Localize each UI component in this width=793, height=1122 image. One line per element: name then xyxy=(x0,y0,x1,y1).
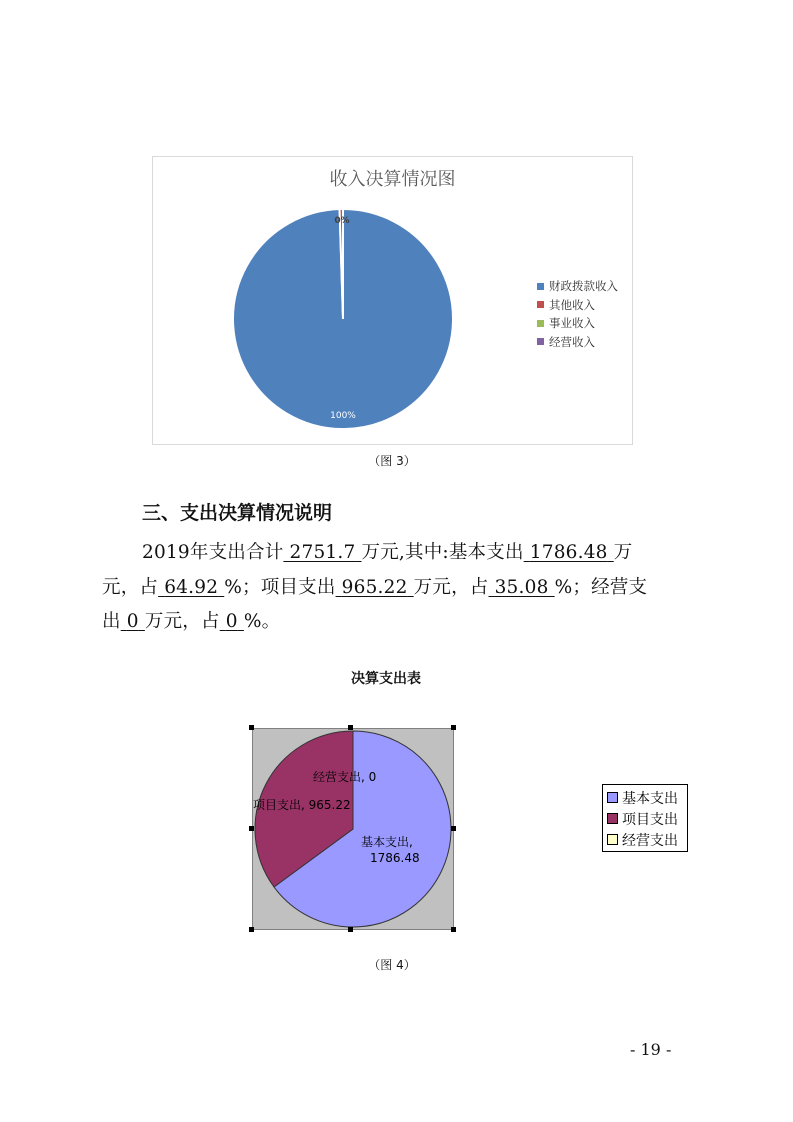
legend-item xyxy=(537,333,618,352)
figure-caption-4: （图 4） xyxy=(368,958,416,972)
resize-handle[interactable] xyxy=(451,725,456,730)
expense-paragraph xyxy=(102,536,702,640)
total-value: 2751.7 xyxy=(289,542,356,563)
legend-swatch xyxy=(607,792,618,803)
paragraph-line-1: 2019年支出合计 2751.7 万元,其中:基本支出 1786.48 万 xyxy=(142,542,633,563)
paragraph-line-3: 出 0 万元，占 0 %。 xyxy=(102,611,281,632)
pie-label-100: 100% xyxy=(330,411,356,421)
legend-label: 基本支出 xyxy=(622,790,678,807)
basic-pct-value: 64.92 xyxy=(164,576,219,598)
legend-swatch xyxy=(537,338,544,345)
resize-handle[interactable] xyxy=(249,725,254,730)
project-pct-value: 35.08 xyxy=(494,576,549,598)
resize-handle[interactable] xyxy=(451,927,456,932)
legend-label: 经营支出 xyxy=(622,832,678,849)
pie-label-0: 0% xyxy=(334,216,350,226)
legend-label: 经营收入 xyxy=(549,334,595,349)
legend-item xyxy=(603,787,687,808)
expense-table-title: 决算支出表 xyxy=(351,671,421,687)
section-heading: 三、支出决算情况说明 xyxy=(142,502,333,524)
legend-item xyxy=(537,314,618,333)
basic-value: 1786.48 xyxy=(529,542,608,563)
data-label-oper: 经营支出, 0 xyxy=(313,770,377,784)
legend-label: 财政拨款收入 xyxy=(549,279,618,294)
income-chart xyxy=(152,156,633,445)
expense-pie-svg xyxy=(253,729,453,929)
project-value: 965.22 xyxy=(341,576,408,598)
expense-chart xyxy=(252,728,454,930)
legend-item xyxy=(537,277,618,296)
legend-label: 事业收入 xyxy=(549,316,595,331)
resize-handle[interactable] xyxy=(451,826,456,831)
resize-handle[interactable] xyxy=(249,927,254,932)
figure-caption-3: （图 3） xyxy=(368,454,416,468)
legend-label: 其他收入 xyxy=(549,297,595,312)
legend-swatch xyxy=(537,283,544,290)
data-label-project: 项目支出, 965.22 xyxy=(253,798,351,812)
chart-title: 收入决算情况图 xyxy=(329,169,456,190)
legend-item xyxy=(603,808,687,829)
page-number: - 19 - xyxy=(630,1040,672,1059)
resize-handle[interactable] xyxy=(348,927,353,932)
data-label-basic-name: 基本支出, xyxy=(361,835,413,849)
legend-label: 项目支出 xyxy=(622,811,678,828)
legend-swatch xyxy=(537,320,544,327)
legend-swatch xyxy=(607,834,618,845)
legend-swatch xyxy=(537,301,544,308)
oper-value: 0 xyxy=(126,611,139,632)
expense-legend xyxy=(602,784,688,852)
resize-handle[interactable] xyxy=(348,725,353,730)
legend-item xyxy=(603,829,687,850)
oper-pct-value: 0 xyxy=(225,611,238,632)
paragraph-line-2: 元，占 64.92 %；项目支出 965.22 万元，占 35.08 %；经营支 xyxy=(102,576,648,598)
legend-item xyxy=(537,296,618,315)
income-legend xyxy=(537,277,618,351)
data-label-basic-value: 1786.48 xyxy=(370,851,420,865)
resize-handle[interactable] xyxy=(249,826,254,831)
legend-swatch xyxy=(607,813,618,824)
